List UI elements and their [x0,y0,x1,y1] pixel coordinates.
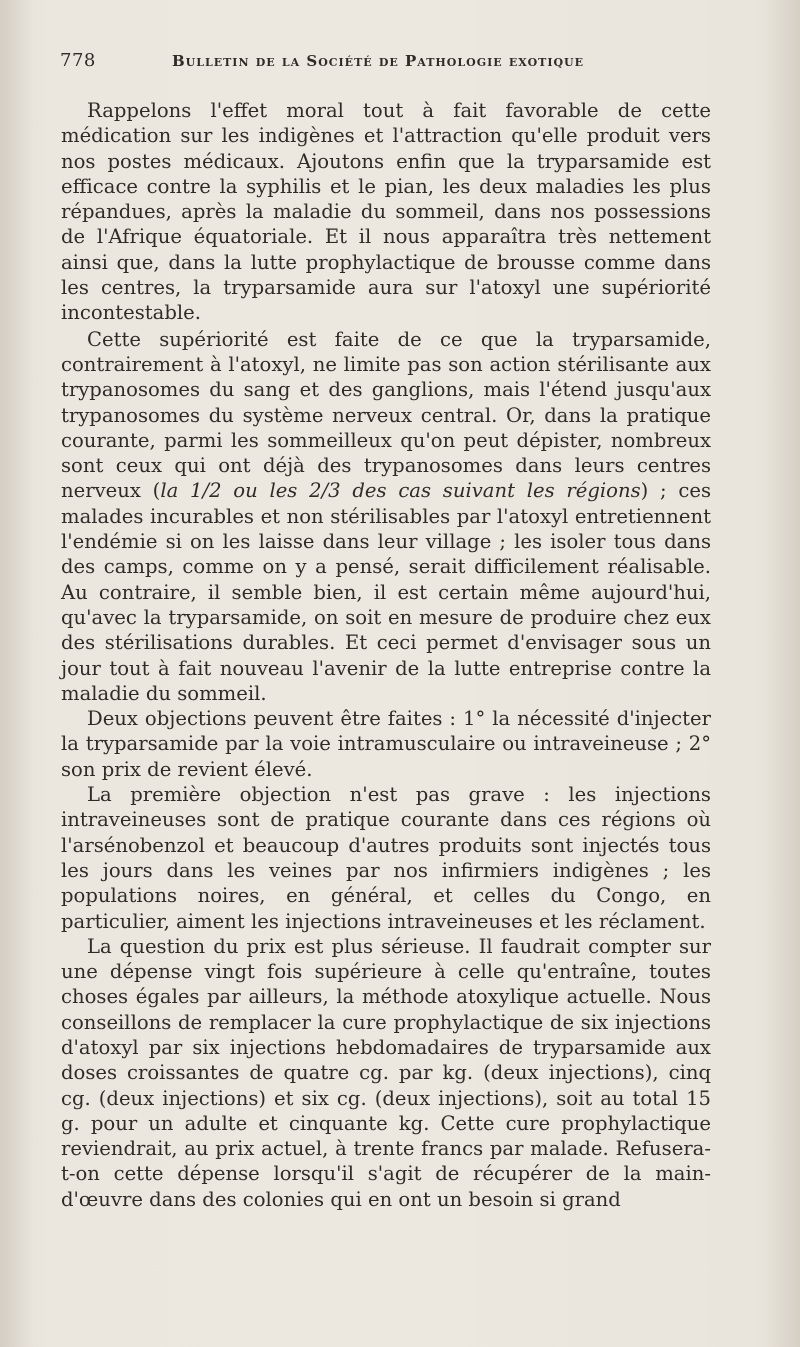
page-edge-shadow-right [766,0,800,1347]
paragraph-superiority-part-2: ) ; ces malades incurables et non stérilisables par l'atoxyl entretiennent l'endémie si on les laisse dans leur village ; les isoler tous dans des camps, comme on y a pensé, serait difficilement réalisable. Au contraire, il semble bien, il est certain même aujourd'hui, qu'avec la tryparsamide, on soit en mesure de produire chez eux des stérilisations durables. Et ceci permet d'envisager sous un jour tout à fait nouveau l'avenir de la lutte entreprise contre la maladie du sommeil. [61,479,712,705]
paragraph-superiority-part-1: Cette supériorité est faite de ce que la tryparsamide, contrairement à l'atoxyl, ne limite pas son action stérilisante aux trypanosomes du sang et des ganglions, mais l'étend jusqu'aux trypanosomes du système nerveux central. Or, dans la pratique courante, parmi les sommeilleux qu'on peut dépister, nombreux sont ceux qui ont déjà des trypanosomes dans leurs centres nerveux ( [61,327,711,503]
paragraph-moral-effect: Rappelons l'effet moral tout à fait favorable de cette médication sur les indigènes et l'attraction qu'elle produit vers nos postes médicaux. Ajoutons enfin que la tryparsamide est efficace contre la syphilis et le pian, les deux maladies les plus répandues, après la maladie du sommeil, dans nos possessions de l'Afrique équatoriale. Et il nous apparaîtra très nettement ainsi que, dans la lutte prophylactique de brousse comme dans les centres, la tryparsamide aura sur l'atoxyl une supériorité incontestable. [61,99,711,325]
running-title: Bulletin de la Société de Pathologie exotique [172,52,585,70]
page-edge-shadow-left [0,0,34,1347]
paragraph-objections: Deux objections peuvent être faites : 1° la nécessité d'injecter la tryparsamide par la voie intramusculaire ou intraveineuse ; 2° son prix de revient élevé. [61,707,711,781]
paragraph-first-objection: La première objection n'est pas grave : les injections intraveineuses sont de pratique courante dans ces régions où l'arsénobenzol et beaucoup d'autres produits sont injectés tous les jours dans les veines par nos infirmiers indigènes ; les populations noires, en général, et celles du Congo, en particulier, aiment les injections intraveineuses et les réclament. [61,783,711,933]
page-header [60,50,720,84]
page-number: 778 [60,50,96,71]
paragraph-superiority [61,327,711,706]
paragraph-superiority-italic: la 1/2 ou les 2/3 des cas suivant les régions [160,479,641,503]
body-text [61,98,711,1212]
paragraph-price-question: La question du prix est plus sérieuse. Il faudrait compter sur une dépense vingt fois supérieure à celle qu'entraîne, toutes choses égales par ailleurs, la méthode atoxylique actuelle. Nous conseillons de remplacer la cure prophylactique de six injections d'atoxyl par six injections hebdomadaires de tryparsamide aux doses croissantes de quatre cg. par kg. (deux injections), cinq cg. (deux injections) et six cg. (deux injections), soit au total 15 g. pour un adulte et cinquante kg. Cette cure prophylactique reviendrait, au prix actuel, à trente francs par malade. Refusera-t-on cette dépense lorsqu'il s'agit de récupérer de la main-d'œuvre dans des colonies qui en ont un besoin si grand [61,934,711,1211]
